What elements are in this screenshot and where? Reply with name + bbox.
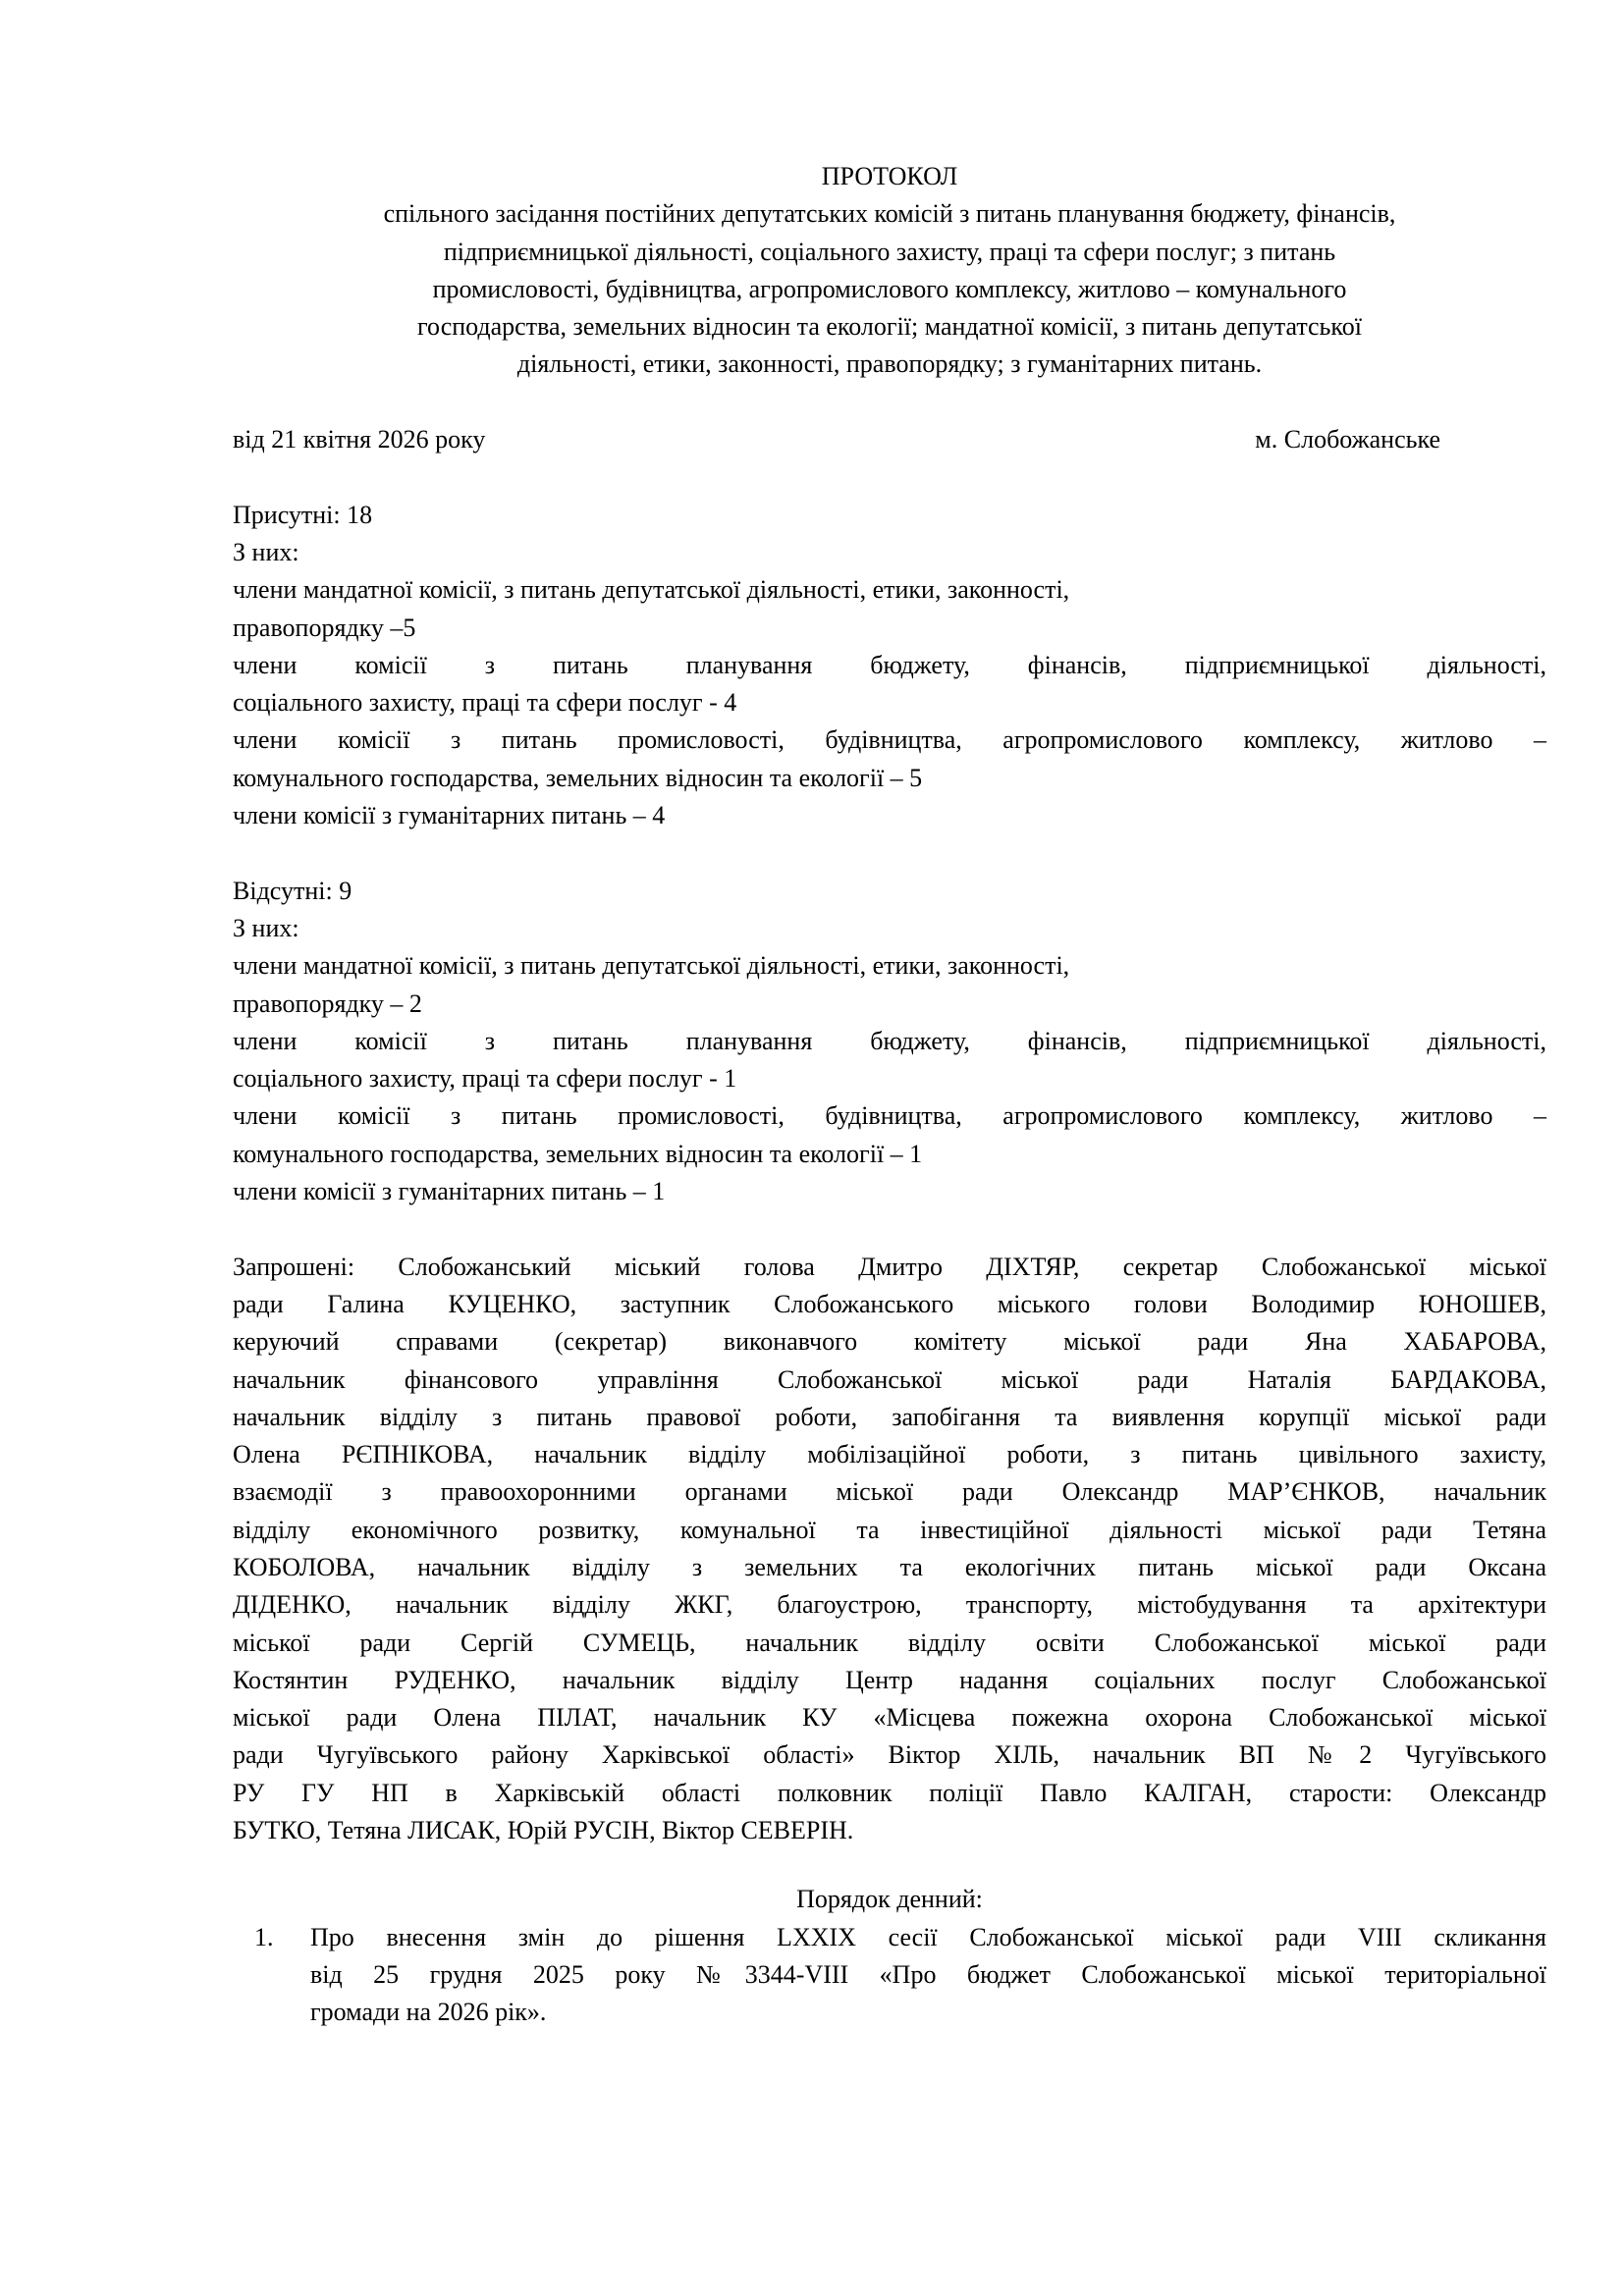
agenda-item-line: від 25 грудня 2025 року №3344-VIII «Про бюджет Слобожанської міської територіальної bbox=[310, 1959, 1546, 1989]
absent-line: члени комісії з гуманітарних питань – 1 bbox=[233, 1177, 666, 1206]
absent-line: комунального господарства, земельних відносин та екології – 1 bbox=[233, 1139, 923, 1168]
absent-line: члени комісії з питань промисловості, будівництва, агропромислового комплексу, житлово – bbox=[233, 1101, 1546, 1131]
present-line: члени комісії з питань промисловості, будівництва, агропромислового комплексу, житлово – bbox=[233, 725, 1546, 755]
invited-section bbox=[233, 1249, 1546, 1850]
invited-line: начальник фінансового управління Слобожанської міської ради Наталія БАРДАКОВА, bbox=[233, 1364, 1546, 1394]
spacer bbox=[233, 458, 1546, 496]
subtitle-line: спільного засідання постійних депутатських комісій з питань планування бюджету, фінансів, bbox=[383, 199, 1396, 229]
present-of-them: З них: bbox=[233, 537, 299, 566]
absent-heading: Відсутні: 9 bbox=[233, 876, 352, 905]
document-subtitle bbox=[233, 195, 1546, 383]
agenda-item-line: Про внесення змін до рішення LXXIX сесії Слобожанської міської ради VIII скликання bbox=[310, 1922, 1546, 1951]
spacer bbox=[233, 1210, 1546, 1248]
subtitle-line: промисловості, будівництва, агропромислового комплексу, житлово – комунального bbox=[432, 274, 1347, 303]
meeting-place: м. Слобожанське bbox=[1255, 425, 1440, 454]
subtitle-line: діяльності, етики, законності, правопорядку; з гуманітарних питань. bbox=[516, 349, 1263, 379]
present-section bbox=[233, 497, 1546, 835]
protocol-page bbox=[233, 158, 1546, 2032]
invited-line: ради Галина КУЦЕНКО, заступник Слобожанського міського голови Володимир ЮНОШЕВ, bbox=[233, 1289, 1546, 1318]
present-line: комунального господарства, земельних відносин та екології – 5 bbox=[233, 763, 923, 792]
invited-line: БУТКО, Тетяна ЛИСАК, Юрій РУСІН, Віктор СЕВЕРІН. bbox=[233, 1816, 854, 1845]
invited-line: КОБОЛОВА, начальник відділу з земельних та екологічних питань міської ради Оксана bbox=[233, 1552, 1546, 1581]
subtitle-line: господарства, земельних відносин та екології; мандатної комісії, з питань депутатської bbox=[417, 312, 1362, 342]
present-line: правопорядку –5 bbox=[233, 613, 416, 642]
present-heading: Присутні: 18 bbox=[233, 500, 373, 529]
present-line: члени мандатної комісії, з питань депутатської діяльності, етики, законності, bbox=[233, 575, 1070, 605]
invited-line: ради Чугуївського району Харківської області» Віктор ХІЛЬ, начальник ВП №2 Чугуївського bbox=[233, 1740, 1546, 1770]
invited-line: відділу економічного розвитку, комунальної та інвестиційної діяльності міської ради Тетяна bbox=[233, 1515, 1546, 1544]
invited-line: міської ради Олена ПІЛАТ, начальник КУ «Місцева пожежна охорона Слобожанської міської bbox=[233, 1703, 1546, 1733]
present-line: члени комісії з питань планування бюджету, фінансів, підприємницької діяльності, bbox=[233, 650, 1546, 679]
absent-line: члени мандатної комісії, з питань депутатської діяльності, етики, законності, bbox=[233, 951, 1070, 981]
spacer bbox=[233, 834, 1546, 872]
invited-line: начальник відділу з питань правової роботи, запобігання та виявлення корупції міської ради bbox=[233, 1402, 1546, 1431]
agenda-item-line: громади на 2026 рік». bbox=[310, 1998, 547, 2027]
date-place-row bbox=[233, 421, 1546, 458]
invited-line: керуючий справами (секретар) виконавчого комітету міської ради Яна ХАБАРОВА, bbox=[233, 1327, 1546, 1357]
invited-line: ДІДЕНКО, начальник відділу ЖКГ, благоустрою, транспорту, містобудування та архітектури bbox=[233, 1590, 1546, 1620]
invited-line: РУ ГУ НП в Харківській області полковник поліції Павло КАЛГАН, старости: Олександр bbox=[233, 1778, 1546, 1807]
absent-line: члени комісії з питань планування бюджету, фінансів, підприємницької діяльності, bbox=[233, 1026, 1546, 1055]
present-line: члени комісії з гуманітарних питань – 4 bbox=[233, 801, 666, 830]
absent-section bbox=[233, 873, 1546, 1211]
invited-line: Олена РЄПНІКОВА, начальник відділу мобілізаційної роботи, з питань цивільного захисту, bbox=[233, 1440, 1546, 1469]
meeting-date: від 21 квітня 2026 року bbox=[233, 425, 486, 454]
absent-line: правопорядку – 2 bbox=[233, 988, 422, 1018]
invited-line: Запрошені: Слобожанський міський голова Дмитро ДІХТЯР, секретар Слобожанської міської bbox=[233, 1252, 1546, 1281]
agenda-item bbox=[233, 1919, 1546, 2032]
subtitle-line: підприємницької діяльності, соціального захисту, праці та сфери послуг; з питань bbox=[443, 237, 1336, 266]
spacer bbox=[233, 384, 1546, 421]
invited-line: взаємодії з правоохоронними органами міської ради Олександр МАР’ЄНКОВ, начальник bbox=[233, 1477, 1546, 1507]
document-title: ПРОТОКОЛ bbox=[821, 162, 958, 190]
agenda-item-number: 1. bbox=[254, 1922, 274, 1951]
invited-line: Костянтин РУДЕНКО, начальник відділу Центр надання соціальних послуг Слобожанської bbox=[233, 1665, 1546, 1694]
absent-of-them: З них: bbox=[233, 913, 299, 942]
absent-line: соціального захисту, праці та сфери послуг - 1 bbox=[233, 1064, 737, 1094]
invited-line: міської ради Сергій СУМЕЦЬ, начальник відділу освіти Слобожанської міської ради bbox=[233, 1628, 1546, 1657]
present-line: соціального захисту, праці та сфери послуг - 4 bbox=[233, 688, 737, 718]
agenda-title: Порядок денний: bbox=[796, 1885, 983, 1914]
